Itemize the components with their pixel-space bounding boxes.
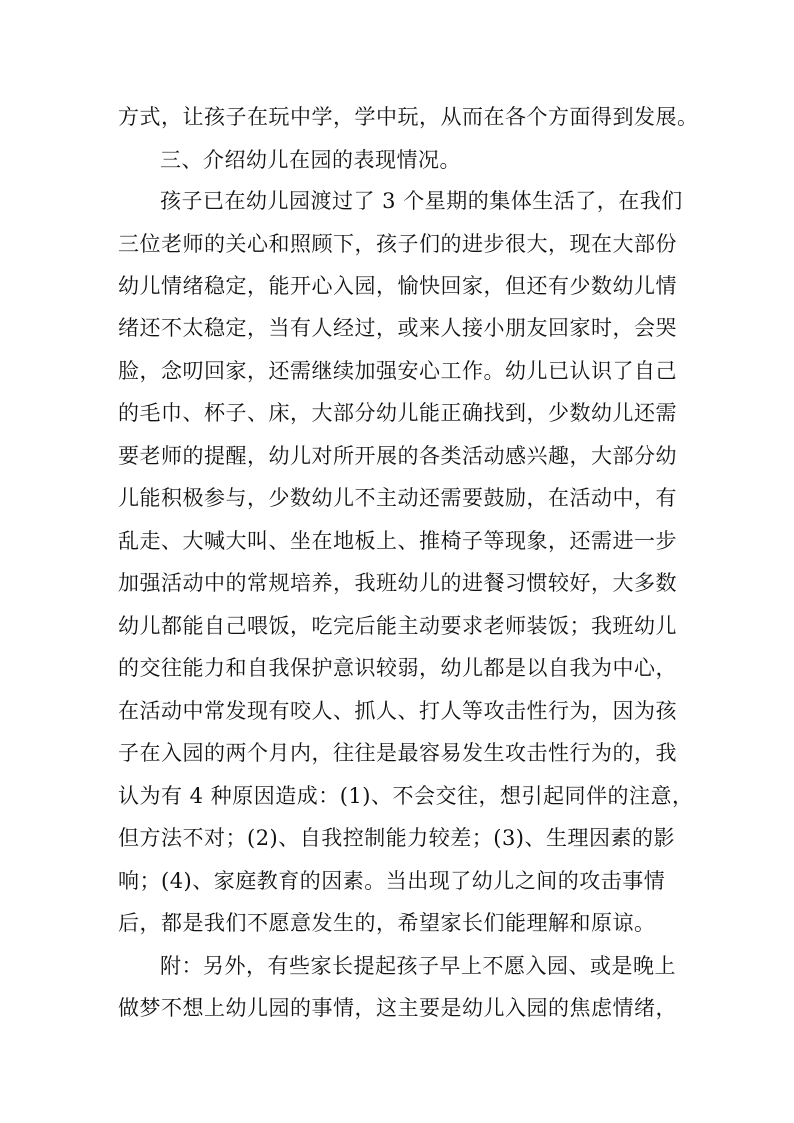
paragraph-line: 但方法不对；(2)、自我控制能力较差；(3)、生理因素的影: [118, 826, 675, 850]
paragraph-line: 在活动中常发现有咬人、抓人、打人等攻击性行为，因为孩: [118, 699, 677, 723]
paragraph-line: 要老师的提醒，幼儿对所开展的各类活动感兴趣，大部分幼: [118, 444, 677, 468]
paragraph-line: 三位老师的关心和照顾下，孩子们的进步很大，现在大部份: [118, 232, 677, 256]
paragraph-line: 子在入园的两个月内，往往是最容易发生攻击性行为的，我: [118, 741, 677, 765]
paragraph-line: 的交往能力和自我保护意识较弱，幼儿都是以自我为中心，: [118, 656, 677, 680]
paragraph-line: 响；(4)、家庭教育的因素。当出现了幼儿之间的攻击事情: [118, 869, 666, 893]
paragraph-line: 幼儿情绪稳定，能开心入园，愉快回家，但还有少数幼儿情: [118, 274, 677, 298]
paragraph-line: 孩子已在幼儿园渡过了 3 个星期的集体生活了，在我们: [160, 189, 683, 213]
paragraph-line: 幼儿都能自己喂饭，吃完后能主动要求老师装饭；我班幼儿: [118, 614, 677, 638]
paragraph-line: 后，都是我们不愿意发生的，希望家长们能理解和原谅。: [118, 911, 656, 935]
paragraph-line: 乱走、大喊大叫、坐在地板上、推椅子等现象，还需进一步: [118, 529, 677, 553]
paragraph-line: 做梦不想上幼儿园的事情，这主要是幼儿入园的焦虑情绪，: [118, 996, 677, 1020]
paragraph-line: 绪还不太稳定，当有人经过，或来人接小朋友回家时，会哭: [118, 316, 677, 340]
paragraph-line: 脸，念叨回家，还需继续加强安心工作。幼儿已认识了自己: [118, 359, 677, 383]
paragraph-line: 方式，让孩子在玩中学，学中玩，从而在各个方面得到发展。: [118, 105, 699, 129]
paragraph-line: 附：另外，有些家长提起孩子早上不愿入园、或是晚上: [160, 954, 676, 978]
paragraph-line: 儿能积极参与，少数幼儿不主动还需要鼓励，在活动中，有: [118, 486, 677, 510]
paragraph-line: 的毛巾、杯子、床，大部分幼儿能正确找到，少数幼儿还需: [118, 401, 677, 425]
paragraph-line: 认为有 4 种原因造成：(1)、不会交往，想引起同伴的注意，: [118, 784, 694, 808]
paragraph-line: 加强活动中的常规培养，我班幼儿的进餐习惯较好，大多数: [118, 571, 677, 595]
section-heading: 三、介绍幼儿在园的表现情况。: [160, 148, 461, 172]
